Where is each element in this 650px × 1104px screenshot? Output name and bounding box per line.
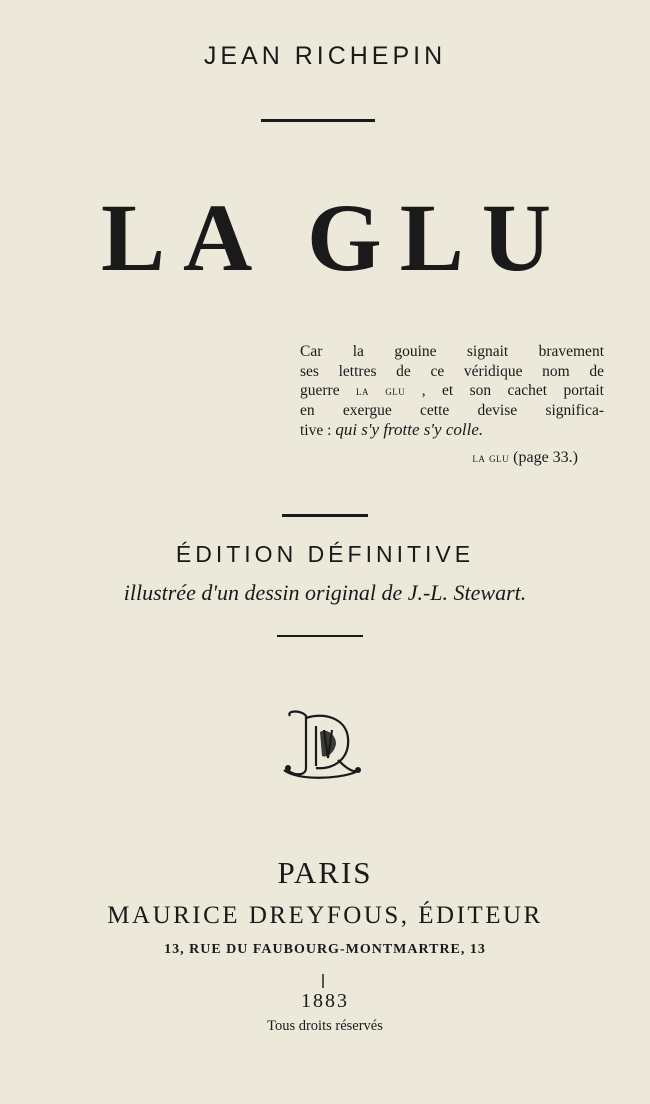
publication-year: 1883: [301, 990, 349, 1012]
epigraph-line: tive : qui s'y frotte s'y colle.: [300, 420, 484, 439]
divider-rule: [322, 974, 324, 988]
rights-notice: Tous droits réservés: [267, 1018, 383, 1034]
epigraph-line: Car la gouine signait bravement: [300, 343, 604, 360]
publisher-monogram-icon: [276, 708, 362, 780]
epigraph-motto: qui s'y frotte s'y colle.: [335, 420, 484, 439]
epigraph-line: guerre la glu , et son cachet portait: [300, 382, 604, 399]
author-name: JEAN RICHEPIN: [203, 42, 447, 70]
divider-rule: [261, 119, 375, 122]
book-title: LA GLU: [100, 184, 570, 291]
illustration-note: illustrée d'un dessin original de J.-L. Stewart.: [123, 580, 527, 605]
edition-label: ÉDITION DÉFINITIVE: [175, 541, 475, 567]
divider-rule: [282, 514, 368, 517]
publication-city: PARIS: [277, 855, 373, 890]
epigraph-reference: la glu (page 33.): [472, 449, 578, 466]
epigraph-line: ses lettres de ce véridique nom de: [300, 362, 604, 380]
epigraph-small-caps: la glu: [356, 383, 406, 398]
publisher-address: 13, RUE DU FAUBOURG-MONTMARTRE, 13: [164, 942, 486, 957]
epigraph: [300, 342, 604, 441]
epigraph-line: en exergue cette devise significa-: [300, 401, 604, 419]
publisher-name: MAURICE DREYFOUS, ÉDITEUR: [107, 902, 543, 929]
divider-rule: [277, 635, 363, 637]
